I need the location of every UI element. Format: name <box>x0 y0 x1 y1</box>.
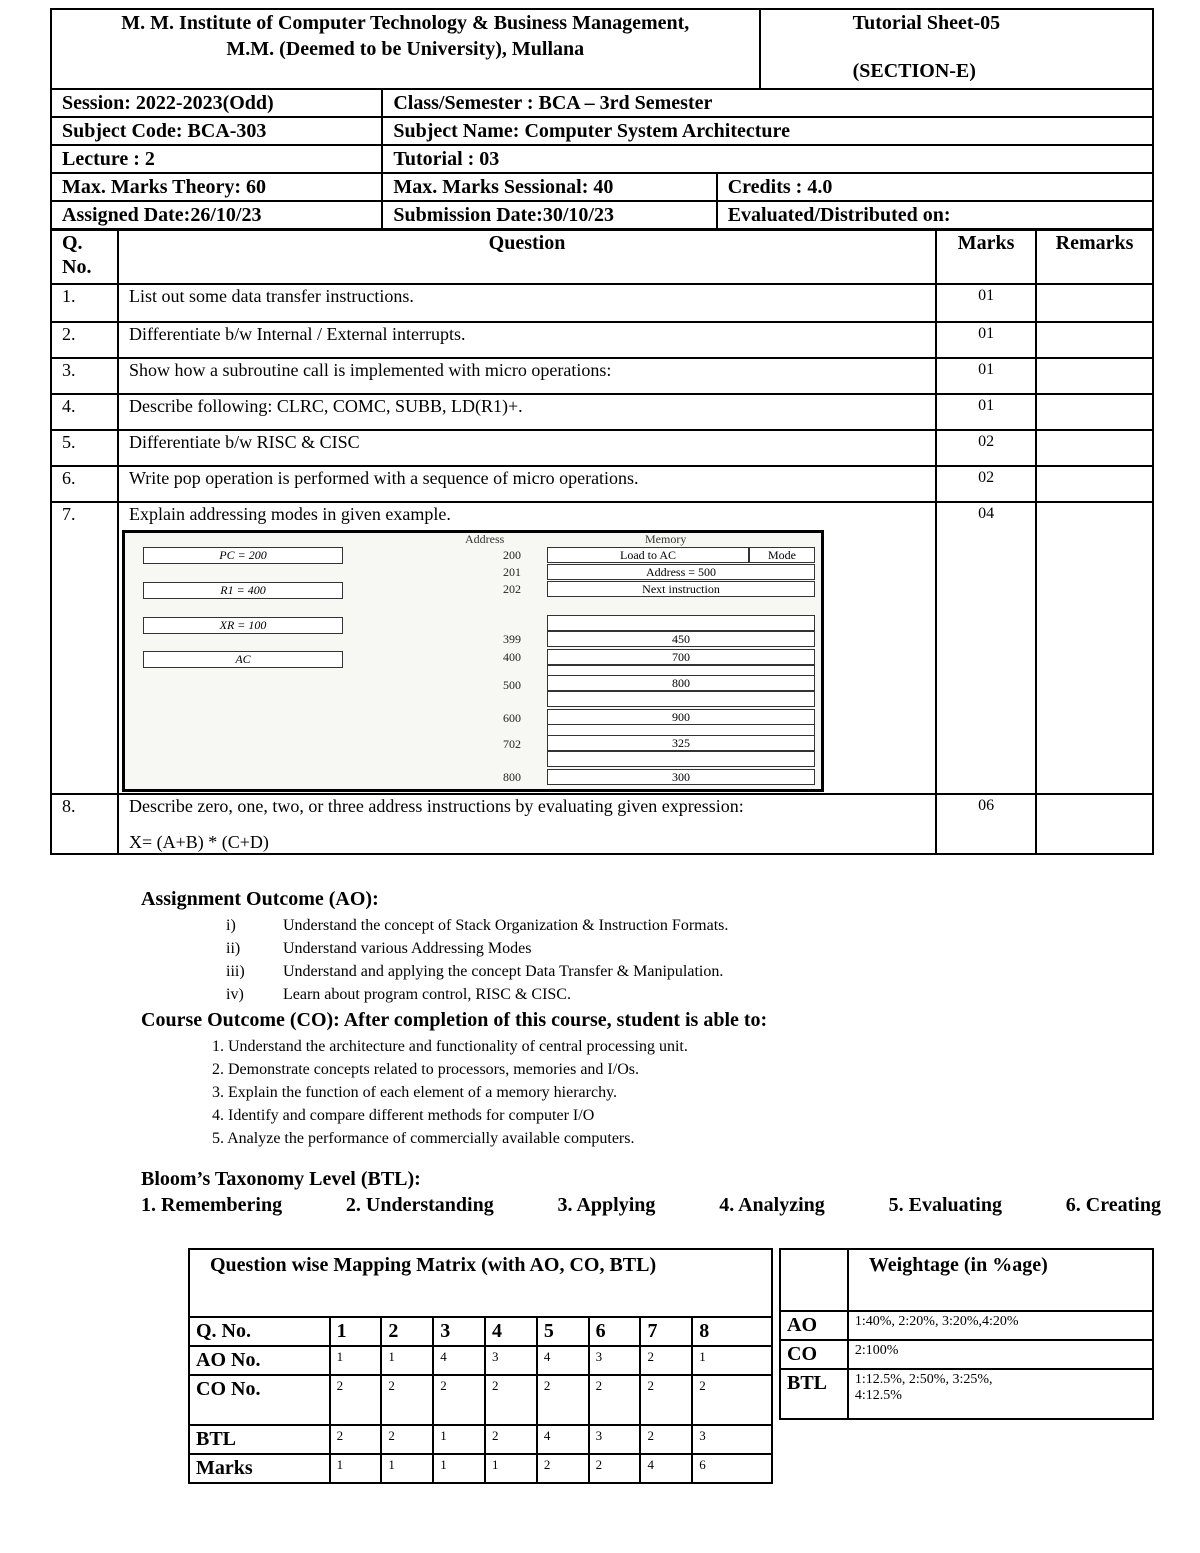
table-row: BTL 2 2 1 2 4 3 2 3 <box>189 1425 772 1454</box>
lecture: Lecture : 2 <box>51 145 382 173</box>
table-row: 2. Differentiate b/w Internal / External interrupts. 01 <box>51 322 1153 358</box>
max-marks-theory: Max. Marks Theory: 60 <box>51 173 382 201</box>
btl-level: 3. Applying <box>557 1194 656 1216</box>
register-ac: AC <box>143 651 343 668</box>
class-semester: Class/Semester : BCA – 3rd Semester <box>382 89 1153 117</box>
table-row: 4. Describe following: CLRC, COMC, SUBB, LD(R1)+. 01 <box>51 394 1153 430</box>
col-marks: Marks <box>936 230 1036 284</box>
session: Session: 2022-2023(Odd) <box>51 89 382 117</box>
table-row: CO 2:100% <box>780 1340 1153 1369</box>
register-pc: PC = 200 <box>143 547 343 564</box>
table-row: 1. List out some data transfer instructions. 01 <box>51 284 1153 322</box>
mapping-title: Question wise Mapping Matrix (with AO, CO, BTL) <box>189 1249 772 1317</box>
table-row: 3. Show how a subroutine call is implemented with micro operations: 01 <box>51 358 1153 394</box>
tutorial: Tutorial : 03 <box>382 145 1153 173</box>
list-item: 4. Identify and compare different methods for computer I/O <box>212 1107 595 1124</box>
submission-date: Submission Date:30/10/23 <box>382 201 716 229</box>
table-row: 6. Write pop operation is performed with a sequence of micro operations. 02 <box>51 466 1153 502</box>
header-table <box>50 8 1154 230</box>
list-item: 5. Analyze the performance of commercially available computers. <box>212 1130 635 1147</box>
table-row: AO No. 1 1 4 3 4 3 2 1 <box>189 1346 772 1375</box>
memory-header: Memory <box>645 532 687 546</box>
subject-code: Subject Code: BCA-303 <box>51 117 382 145</box>
evaluated-on: Evaluated/Distributed on: <box>717 201 1153 229</box>
co-title: Course Outcome (CO): After completion of this course, student is able to: <box>141 1009 768 1031</box>
list-item: ii) Understand various Addressing Modes <box>226 940 532 957</box>
list-item: 2. Demonstrate concepts related to processors, memories and I/Os. <box>212 1061 639 1078</box>
register-xr: XR = 100 <box>143 617 343 634</box>
mapping-matrix <box>188 1248 773 1484</box>
table-row: CO No. 2 2 2 2 2 2 2 2 <box>189 1375 772 1425</box>
weightage-title: Weightage (in %age) <box>848 1249 1153 1311</box>
max-marks-sessional: Max. Marks Sessional: 40 <box>382 173 716 201</box>
assigned-date: Assigned Date:26/10/23 <box>51 201 382 229</box>
list-item: 1. Understand the architecture and functionality of central processing unit. <box>212 1038 688 1055</box>
register-r1: R1 = 400 <box>143 582 343 599</box>
btl-level: 5. Evaluating <box>888 1194 1002 1216</box>
table-row: 8. Describe zero, one, two, or three address instructions by evaluating given expression: X= (A+B) * (C+D) 06 <box>51 794 1153 854</box>
btl-levels <box>141 1194 1161 1217</box>
sheet-title: Tutorial Sheet-05 <box>852 12 1001 34</box>
credits: Credits : 4.0 <box>717 173 1153 201</box>
subject-name: Subject Name: Computer System Architecture <box>382 117 1153 145</box>
ao-list <box>226 914 728 1006</box>
expression: X= (A+B) * (C+D) <box>128 832 269 852</box>
list-item: i) Understand the concept of Stack Organization & Instruction Formats. <box>226 917 729 934</box>
table-row: 5. Differentiate b/w RISC & CISC 02 <box>51 430 1153 466</box>
list-item: 3. Explain the function of each element of a memory hierarchy. <box>212 1084 618 1101</box>
table-row: Marks 1 1 1 1 2 2 4 6 <box>189 1454 772 1483</box>
table-row: 7. Explain addressing modes in given example. 04 <box>51 502 1153 794</box>
addressing-modes-figure: Address Memory PC = 200 R1 = 400 XR = 100 AC 200 Load to AC Mode 201 Address = 500 202 Next instruction 399 450 400 700 500 800 600 900 702 325 800 300 <box>122 530 824 792</box>
col-qno: Q. No. <box>51 230 118 284</box>
institute-name: M. M. Institute of Computer Technology & Business Management, M.M. (Deemed to be University), Mullana <box>51 9 760 89</box>
table-row: Q. No. 1 2 3 4 5 6 7 8 <box>189 1317 772 1346</box>
list-item: iii) Understand and applying the concept Data Transfer & Manipulation. <box>226 963 724 980</box>
address-header: Address <box>465 532 505 546</box>
col-question: Question <box>118 230 936 284</box>
mode-field: Mode <box>749 547 815 563</box>
section-label: (SECTION-E) <box>852 60 976 82</box>
table-row: BTL 1:12.5%, 2:50%, 3:25%, 4:12.5% <box>780 1369 1153 1419</box>
btl-title: Bloom’s Taxonomy Level (BTL): <box>141 1168 421 1190</box>
btl-level: 4. Analyzing <box>719 1194 825 1216</box>
btl-level: 6. Creating <box>1065 1194 1161 1216</box>
ao-title: Assignment Outcome (AO): <box>141 888 379 910</box>
table-row: AO 1:40%, 2:20%, 3:20%,4:20% <box>780 1311 1153 1340</box>
col-remarks: Remarks <box>1036 230 1153 284</box>
weightage-table <box>779 1248 1154 1420</box>
btl-level: 1. Remembering <box>141 1194 283 1216</box>
list-item: iv) Learn about program control, RISC & CISC. <box>226 986 571 1003</box>
co-list <box>212 1035 688 1150</box>
sheet-title-cell <box>760 9 1153 89</box>
btl-level: 2. Understanding <box>345 1194 494 1216</box>
